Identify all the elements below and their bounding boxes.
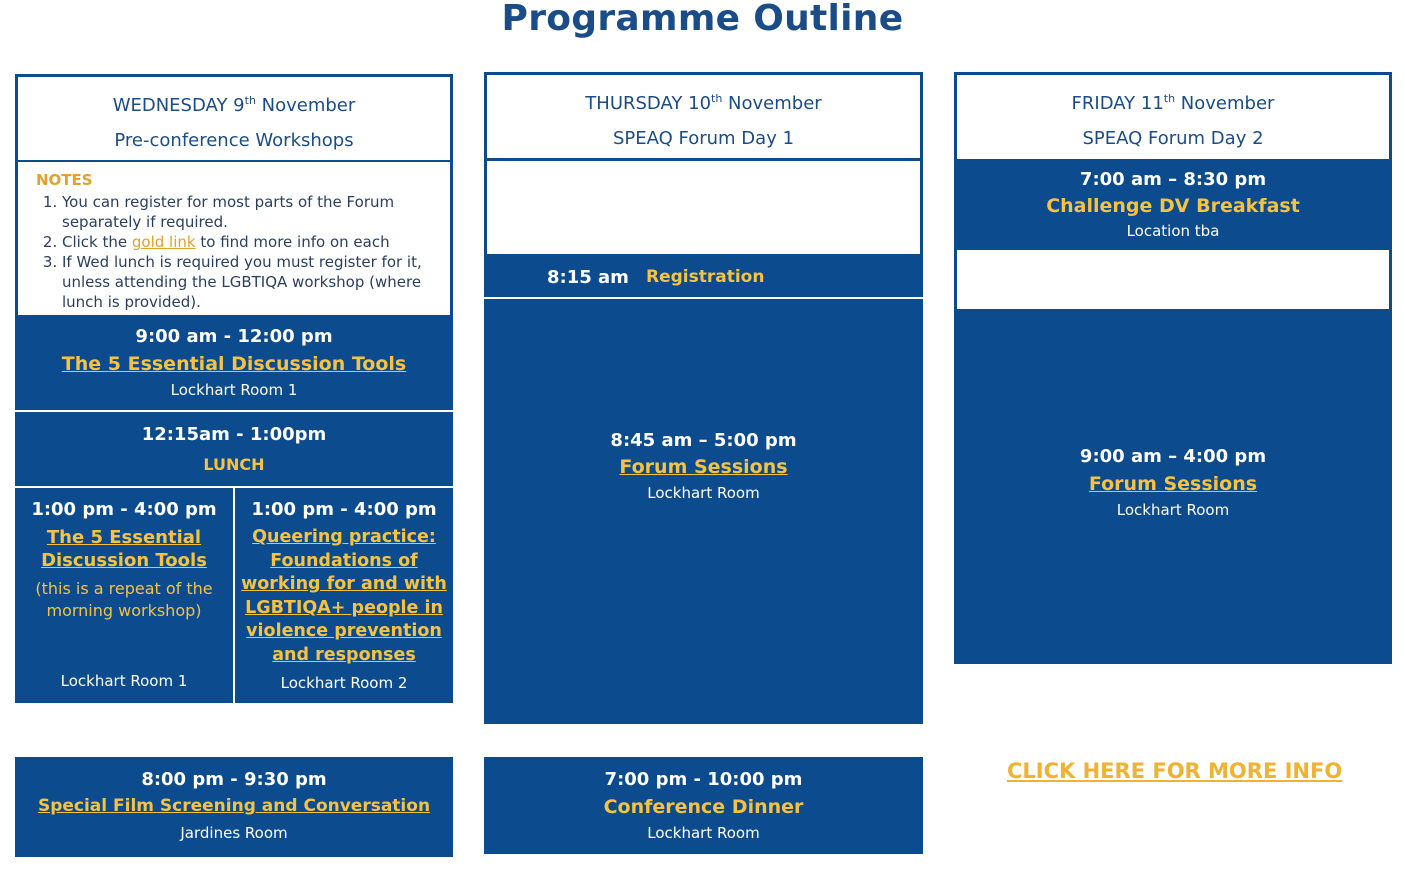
thu-sessions-block [484,299,923,724]
dinner-title: Conference Dinner [603,796,804,818]
thursday-header: THURSDAY 10th November SPEAQ Forum Day 1 [487,81,920,161]
session-link[interactable]: The 5 Essential Discussion Tools [41,527,207,571]
session-room: Lockhart Room 2 [280,674,408,692]
session-time: 9:00 am - 12:00 pm [135,326,333,347]
notes-heading: NOTES [36,171,93,189]
wed-lunch-block [15,412,453,487]
page-title: Programme Outline [501,0,904,39]
session-room: Lockhart Room [647,484,760,502]
session-room: Lockhart Room 1 [170,381,298,399]
wed-pm-left-block [15,488,233,703]
thu-dinner-block [484,757,923,854]
friday-header: FRIDAY 11th November SPEAQ Forum Day 2 [957,81,1389,159]
session-link[interactable]: The 5 Essential Discussion Tools [61,353,407,375]
breakfast-title: Challenge DV Breakfast [1046,195,1300,217]
session-room: Lockhart Room [647,824,760,842]
thu-registration-block [484,255,923,297]
session-time: 1:00 pm - 4:00 pm [31,499,217,520]
wed-evening-block [15,757,453,857]
header-divider [487,158,920,161]
session-room: Jardines Room [180,824,288,842]
session-time: 8:00 pm - 9:30 pm [141,769,327,790]
registration-time: 8:15 am [547,267,629,288]
session-time: 7:00 pm - 10:00 pm [604,769,803,790]
thursday-subtitle: SPEAQ Forum Day 1 [612,128,795,149]
notes-list [18,192,450,312]
session-time: 8:45 am – 5:00 pm [610,430,797,451]
session-time: 7:00 am – 8:30 pm [1079,169,1267,190]
note-item: 2. Click the gold link to find more info on each [62,232,450,252]
note-item: 3. If Wed lunch is required you must register for it, unless attending the LGBTIQA workshop (where lunch is provided). [62,252,450,312]
more-info-link[interactable]: CLICK HERE FOR MORE INFO [1007,759,1343,783]
lunch-label: LUNCH [203,455,265,474]
wed-pm-right-block [235,488,453,703]
session-time: 1:00 pm - 4:00 pm [251,499,437,520]
session-room: Lockhart Room 1 [60,672,188,690]
friday-day: FRIDAY 11 [1071,93,1164,114]
session-link[interactable]: Forum Sessions [619,456,788,478]
notes-panel [18,162,450,314]
session-link[interactable]: Queering practice: Foundations of working for and with LGBTIQA+ people in violence prevention and responses [241,527,447,665]
session-link[interactable]: Special Film Screening and Conversation [37,796,431,816]
registration-label: Registration [646,267,765,287]
thursday-day: THURSDAY 10 [585,93,712,114]
session-room: Location tba [1126,222,1220,240]
friday-subtitle: SPEAQ Forum Day 2 [1082,128,1264,149]
session-room: Lockhart Room [1116,501,1230,519]
fri-breakfast-block [954,159,1392,250]
session-note: (this is a repeat of the morning workshop) [35,579,213,620]
note-item: 1. You can register for most parts of the Forum separately if required. [62,192,450,232]
session-link[interactable]: Forum Sessions [1088,473,1258,495]
wednesday-header: WEDNESDAY 9th November Pre-conference Workshops [18,83,450,163]
wednesday-subtitle: Pre-conference Workshops [114,130,354,151]
session-time: 9:00 am – 4:00 pm [1079,446,1267,467]
wed-morning-block [15,315,453,411]
gold-link-example[interactable]: gold link [131,233,196,251]
fri-sessions-block [954,310,1392,664]
wednesday-day: WEDNESDAY 9 [112,95,245,116]
lunch-time: 12:15am - 1:00pm [141,424,327,445]
